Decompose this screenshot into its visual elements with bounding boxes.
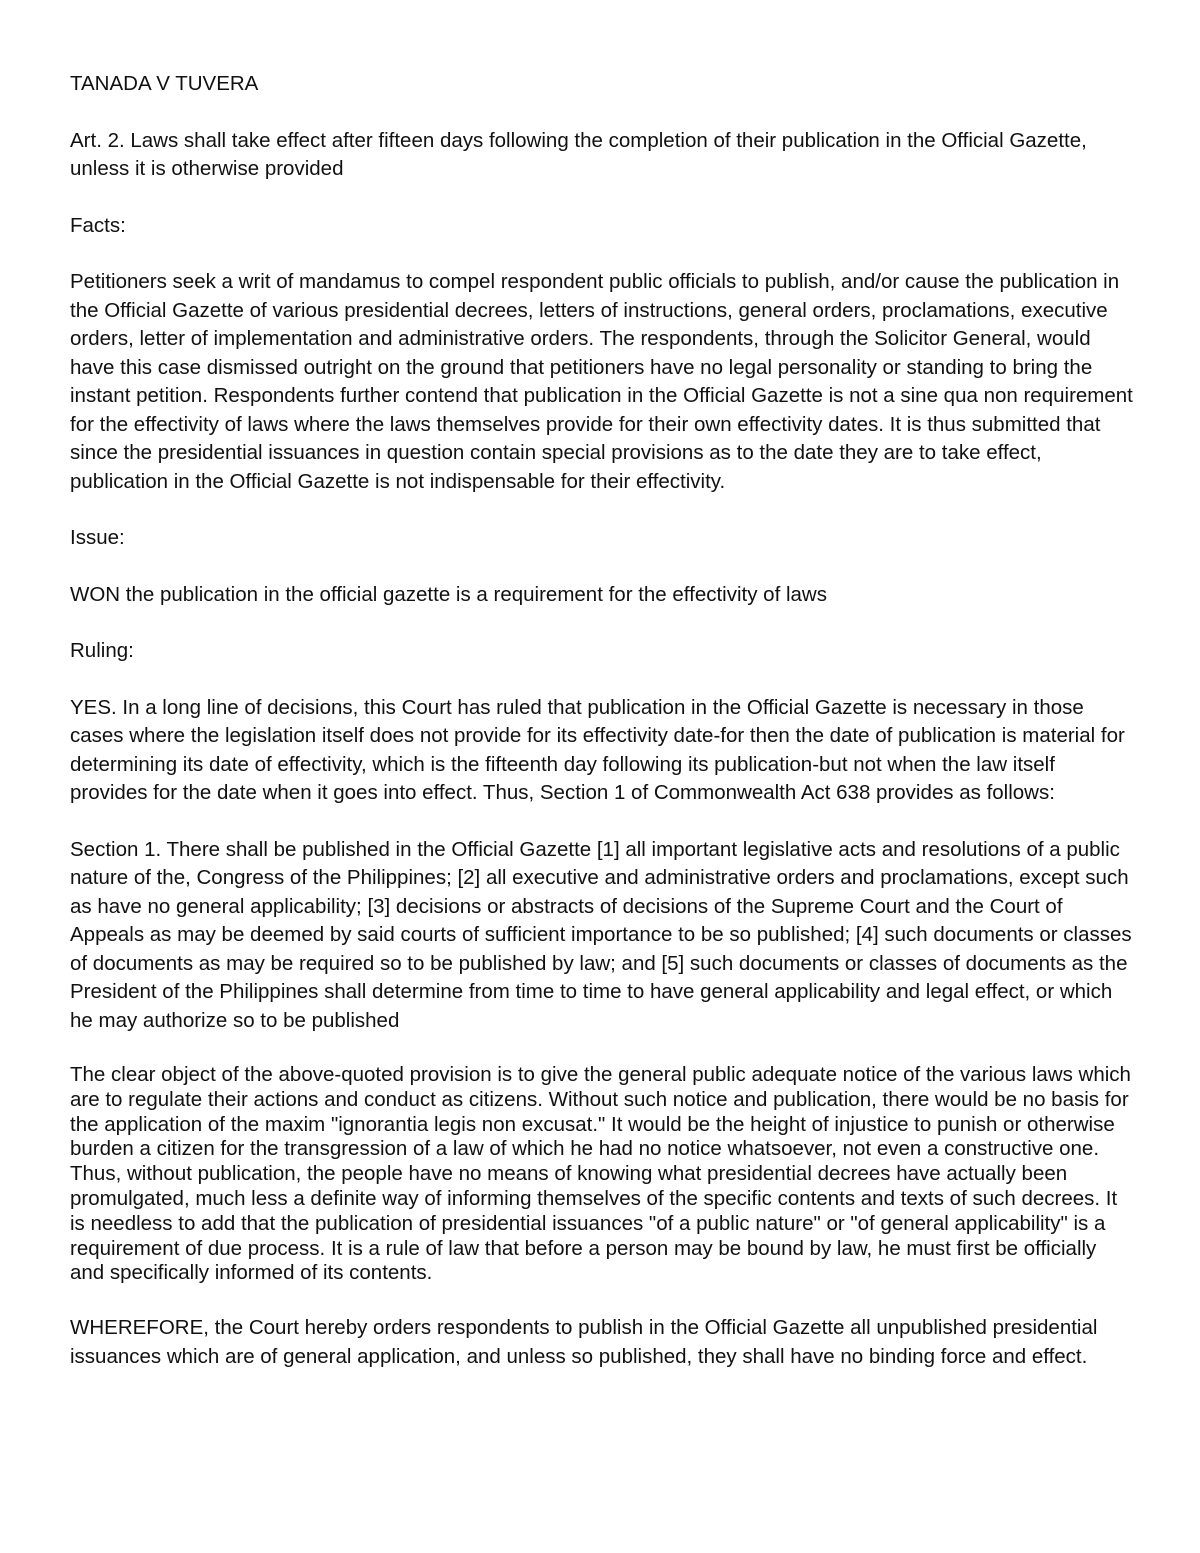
ruling-heading: Ruling: <box>70 639 134 662</box>
explanation-paragraph: The clear object of the above-quoted provision is to give the general public adequate notice of the various laws which are to regulate their actions and conduct as citizens. Without such notice and publication, there would be no basis for the application of the maxim "ignorantia legis non excusat." It would be the height of injustice to punish or otherwise burden a citizen for the transgression of a law of which he had no notice whatsoever, not even a constructive one. Thus, without publication, the people have no means of knowing what presidential decrees have actually been promulgated, much less a definite way of informing themselves of the specific contents and texts of such decrees. It is needless to add that the publication of presidential issuances "of a public nature" or "of general applicability" is a requirement of due process. It is a rule of law that before a person may be bound by law, he must first be officially and specifically informed of its contents. <box>70 1063 1131 1285</box>
document-page <box>70 70 1135 1371</box>
facts-body: Petitioners seek a writ of mandamus to compel respondent public officials to publish, and/or cause the publication in the Official Gazette of various presidential decrees, letters of instructions, general orders, proclamations, executive orders, letter of implementation and administrative orders. The respondents, through the Solicitor General, would have this case dismissed outright on the ground that petitioners have no legal personality or standing to bring the instant petition. Respondents further contend that publication in the Official Gazette is not a sine qua non requirement for the effectivity of laws where the laws themselves provide for their own effectivity dates. It is thus submitted that since the presidential issuances in question contain special provisions as to the date they are to take effect, publication in the Official Gazette is not indispensable for their effectivity. <box>70 270 1133 493</box>
issue-body: WON the publication in the official gazette is a requirement for the effectivity of laws <box>70 582 827 606</box>
issue-heading: Issue: <box>70 526 125 549</box>
wherefore-paragraph: WHEREFORE, the Court hereby orders respondents to publish in the Official Gazette all unpublished presidential issuances which are of general application, and unless so published, they shall have no binding force and effect. <box>70 1316 1098 1368</box>
section-quote: Section 1. There shall be published in the Official Gazette [1] all important legislative acts and resolutions of a public nature of the, Congress of the Philippines; [2] all executive and administrative orders and proclamations, except such as have no general applicability; [3] decisions or abstracts of decisions of the Supreme Court and the Court of Appeals as may be deemed by said courts of sufficient importance to be so published; [4] such documents or classes of documents as may be required so to be published by law; and [5] such documents or classes of documents as the President of the Philippines shall determine from time to time to have general applicability and legal effect, or which he may authorize so to be published <box>70 837 1132 1032</box>
ruling-body: YES. In a long line of decisions, this Court has ruled that publication in the Official Gazette is necessary in those cases where the legislation itself does not provide for its effectivity date-for then the date of publication is material for determining its date of effectivity, which is the fifteenth day following its publication-but not when the law itself provides for the date when it goes into effect. Thus, Section 1 of Commonwealth Act 638 provides as follows: <box>70 695 1125 804</box>
document-title: TANADA V TUVERA <box>70 72 259 95</box>
facts-heading: Facts: <box>70 213 126 237</box>
article-text: Art. 2. Laws shall take effect after fifteen days following the completion of their publication in the Official Gazette, unless it is otherwise provided <box>70 128 1087 180</box>
